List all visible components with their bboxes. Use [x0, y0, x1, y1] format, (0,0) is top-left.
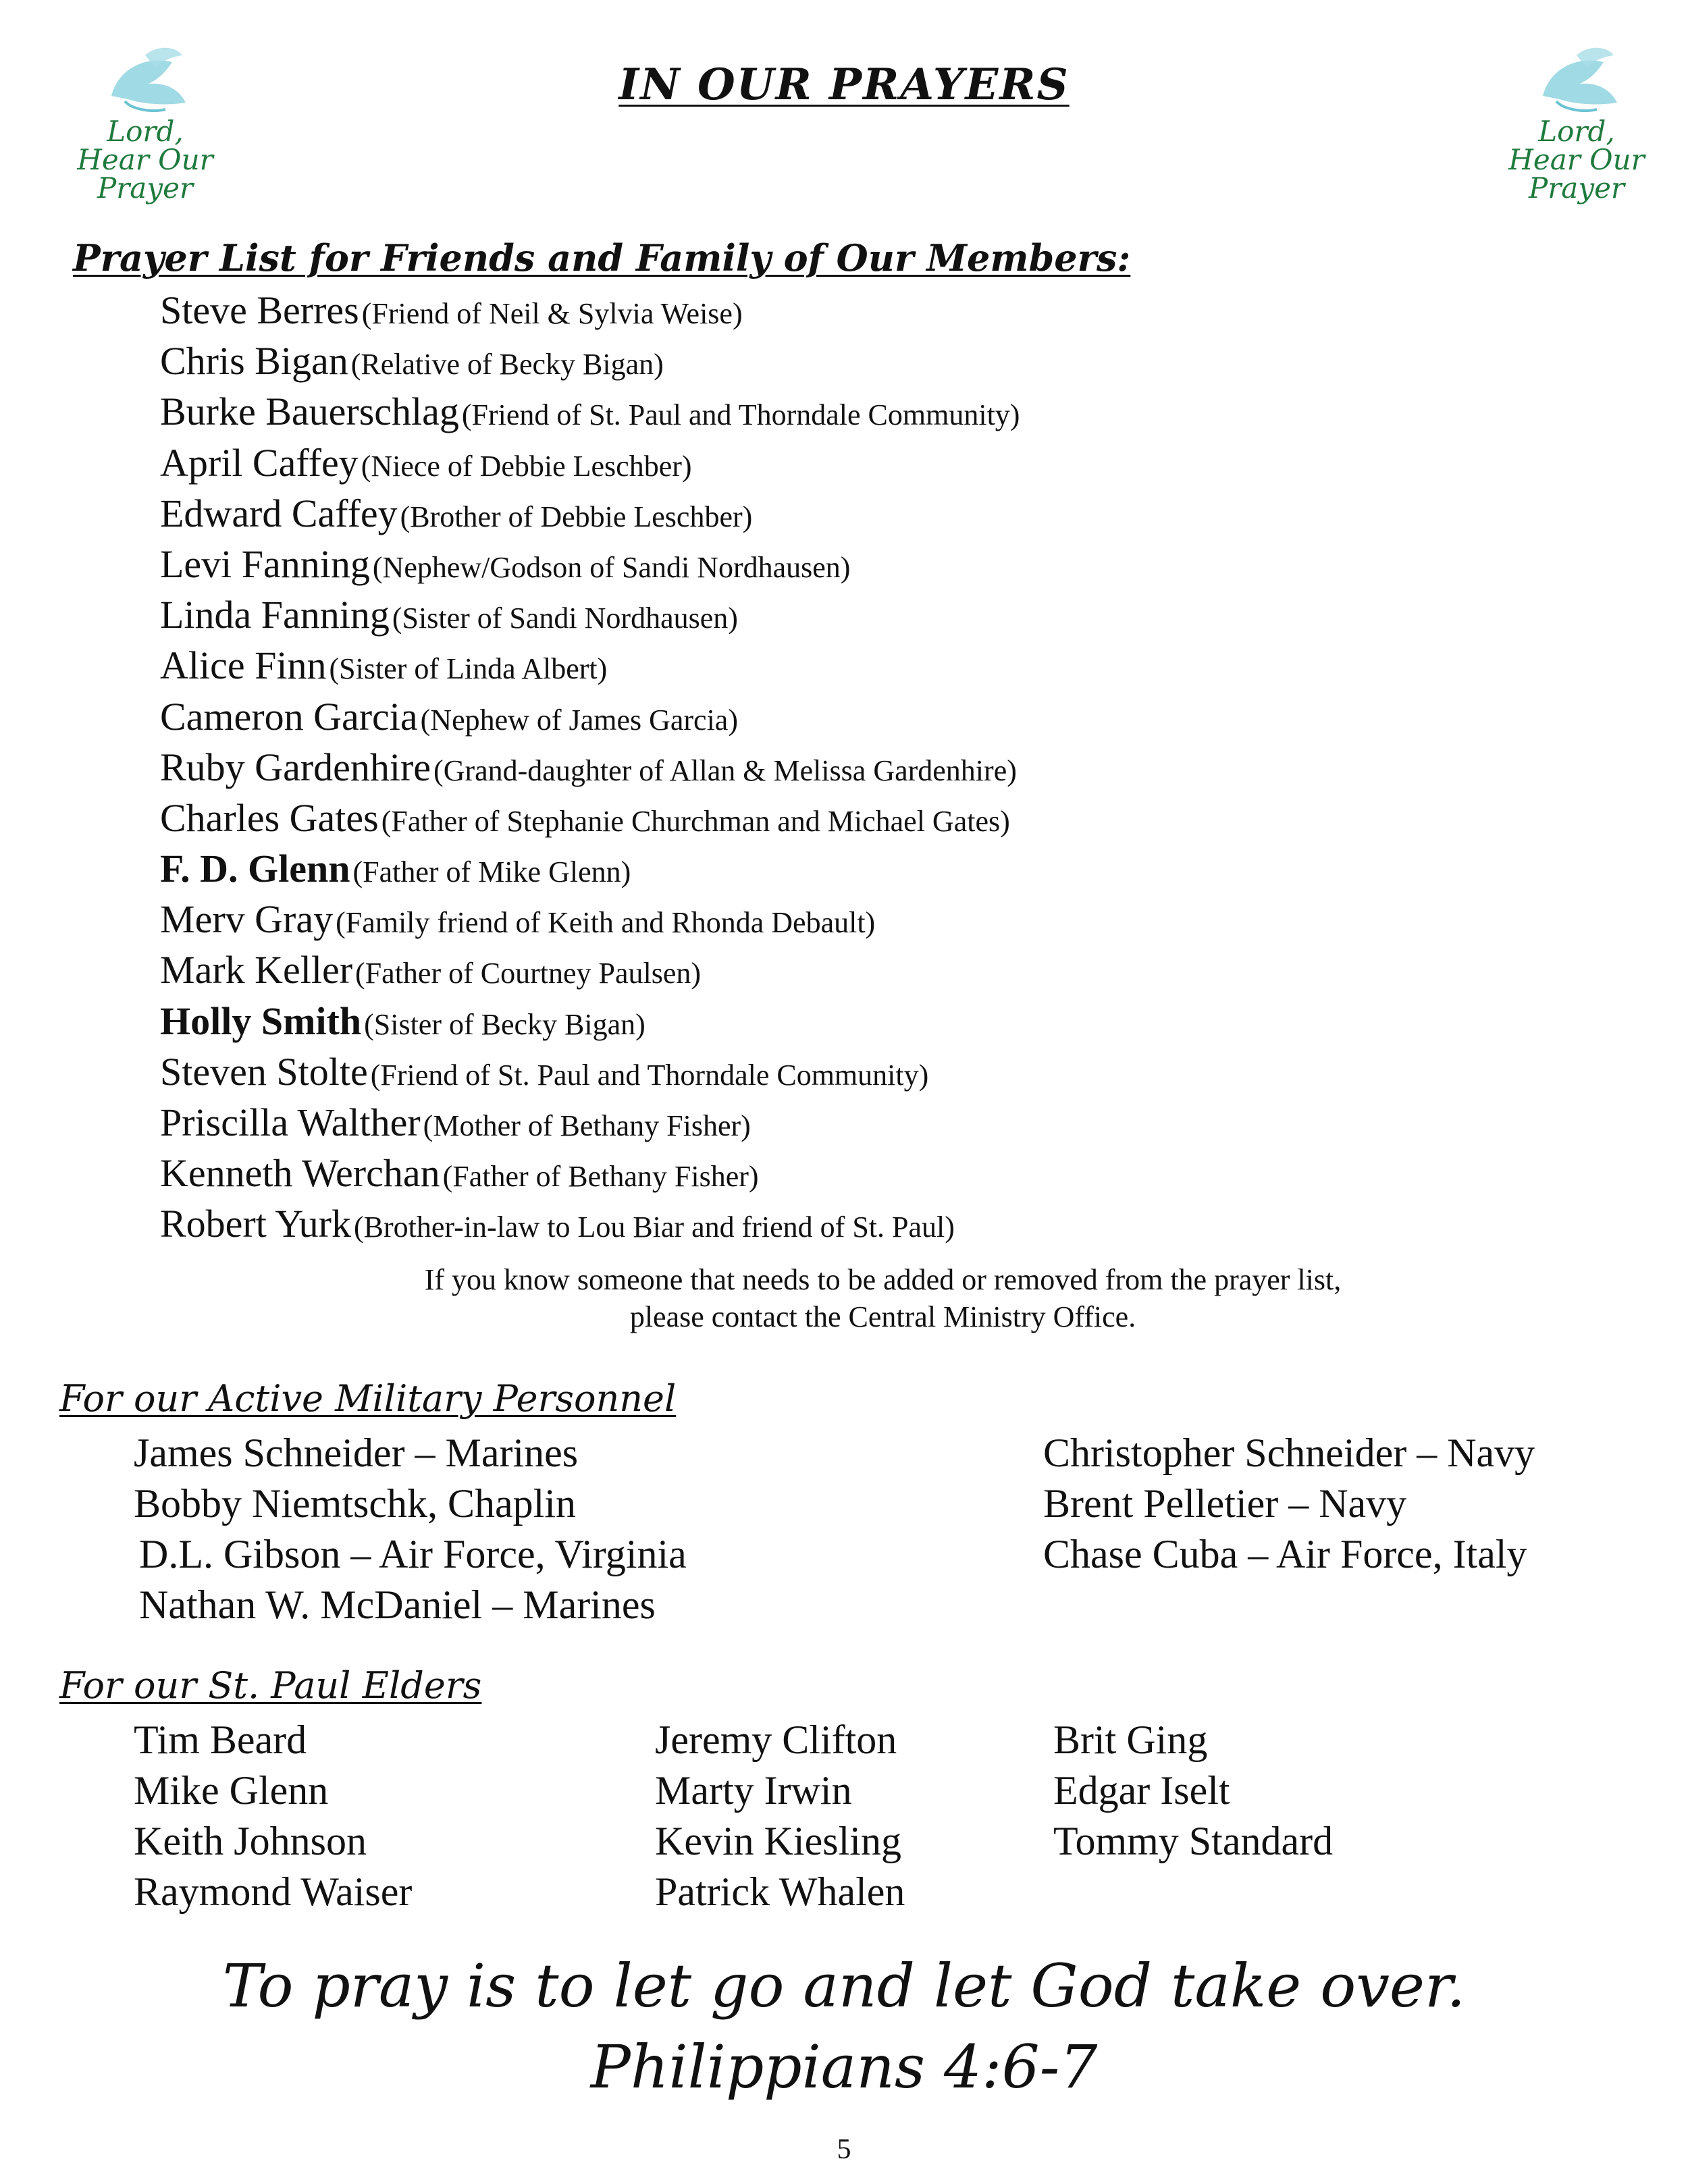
closing-quote: To pray is to let go and let God take over.	[222, 1951, 1466, 2021]
list-item: Priscilla Walther (Mother of Bethany Fisher)	[160, 1100, 751, 1144]
list-item: Christopher Schneider – Navy	[1043, 1431, 1535, 1475]
list-item: James Schneider – Marines	[134, 1431, 579, 1475]
prayer-list-note: please contact the Central Ministry Office.	[629, 1300, 1136, 1333]
list-item: Burke Bauerschlag (Friend of St. Paul and Thorndale Community)	[160, 390, 1020, 434]
prayer-list	[160, 285, 1020, 1250]
list-item: Nathan W. McDaniel – Marines	[139, 1582, 656, 1627]
elders-heading: For our St. Paul Elders	[59, 1664, 482, 1707]
list-item: Kenneth Werchan (Father of Bethany Fisher)	[160, 1151, 759, 1196]
list-item: Tim Beard	[134, 1717, 307, 1762]
list-item: Robert Yurk (Brother-in-law to Lou Biar and friend of St. Paul)	[160, 1202, 955, 1246]
list-item: Cameron Garcia (Nephew of James Garcia)	[160, 694, 738, 739]
list-item: Kevin Kiesling	[655, 1819, 901, 1863]
scripture-reference: Philippians 4:6-7	[590, 2032, 1098, 2102]
list-item: Steven Stolte (Friend of St. Paul and Thorndale Community)	[160, 1049, 929, 1094]
list-item: Edward Caffey (Brother of Debbie Leschber)	[160, 491, 753, 535]
military-heading: For our Active Military Personnel	[59, 1377, 677, 1420]
list-item: Edgar Iselt	[1053, 1768, 1230, 1813]
list-item: Chris Bigan (Relative of Becky Bigan)	[160, 339, 664, 383]
list-item: Linda Fanning (Sister of Sandi Nordhausen)	[160, 593, 738, 637]
list-item: Chase Cuba – Air Force, Italy	[1043, 1532, 1527, 1576]
list-item: Levi Fanning (Nephew/Godson of Sandi Nordhausen)	[160, 541, 851, 586]
list-item: Holly Smith (Sister of Becky Bigan)	[160, 998, 645, 1043]
page-title: IN OUR PRAYERS	[618, 59, 1070, 110]
list-item: Brit Ging	[1053, 1717, 1208, 1762]
list-item: April Caffey (Niece of Debbie Leschber)	[160, 440, 692, 485]
prayer-list-note: If you know someone that needs to be added or removed from the prayer list,	[424, 1263, 1342, 1296]
list-item: Patrick Whalen	[655, 1869, 905, 1914]
list-item: Raymond Waiser	[134, 1869, 413, 1914]
logo-text: Lord, Hear Our Prayer	[77, 115, 213, 205]
list-item: Brent Pelletier – Navy	[1043, 1481, 1407, 1526]
list-item: Tommy Standard	[1053, 1819, 1334, 1863]
list-item: D.L. Gibson – Air Force, Virginia	[139, 1532, 687, 1576]
list-item: Jeremy Clifton	[655, 1717, 897, 1762]
page-number: 5	[837, 2134, 851, 2165]
elders-column-2	[655, 1715, 905, 1917]
list-item: Marty Irwin	[655, 1768, 852, 1813]
military-list-left	[134, 1428, 687, 1630]
elders-column-1	[134, 1715, 412, 1917]
list-item: F. D. Glenn (Father of Mike Glenn)	[160, 847, 631, 891]
list-item: Mike Glenn	[134, 1768, 329, 1813]
elders-column-3	[1053, 1715, 1333, 1867]
military-list-right	[1043, 1428, 1535, 1580]
list-item: Bobby Niemtschk, Chaplin	[134, 1481, 576, 1526]
list-item: Steve Berres (Friend of Neil & Sylvia Weise)	[160, 288, 743, 332]
list-item: Ruby Gardenhire (Grand-daughter of Allan & Melissa Gardenhire)	[160, 745, 1017, 789]
logo-text: Lord, Hear Our Prayer	[1508, 115, 1645, 205]
list-item: Alice Finn (Sister of Linda Albert)	[160, 643, 608, 688]
list-item: Charles Gates (Father of Stephanie Churchman and Michael Gates)	[160, 795, 1010, 840]
prayer-list-heading: Prayer List for Friends and Family of Our Members:	[73, 236, 1131, 279]
list-item: Mark Keller (Father of Courtney Paulsen)	[160, 948, 702, 992]
list-item: Keith Johnson	[134, 1819, 367, 1863]
list-item: Merv Gray (Family friend of Keith and Rhonda Debault)	[160, 897, 876, 942]
